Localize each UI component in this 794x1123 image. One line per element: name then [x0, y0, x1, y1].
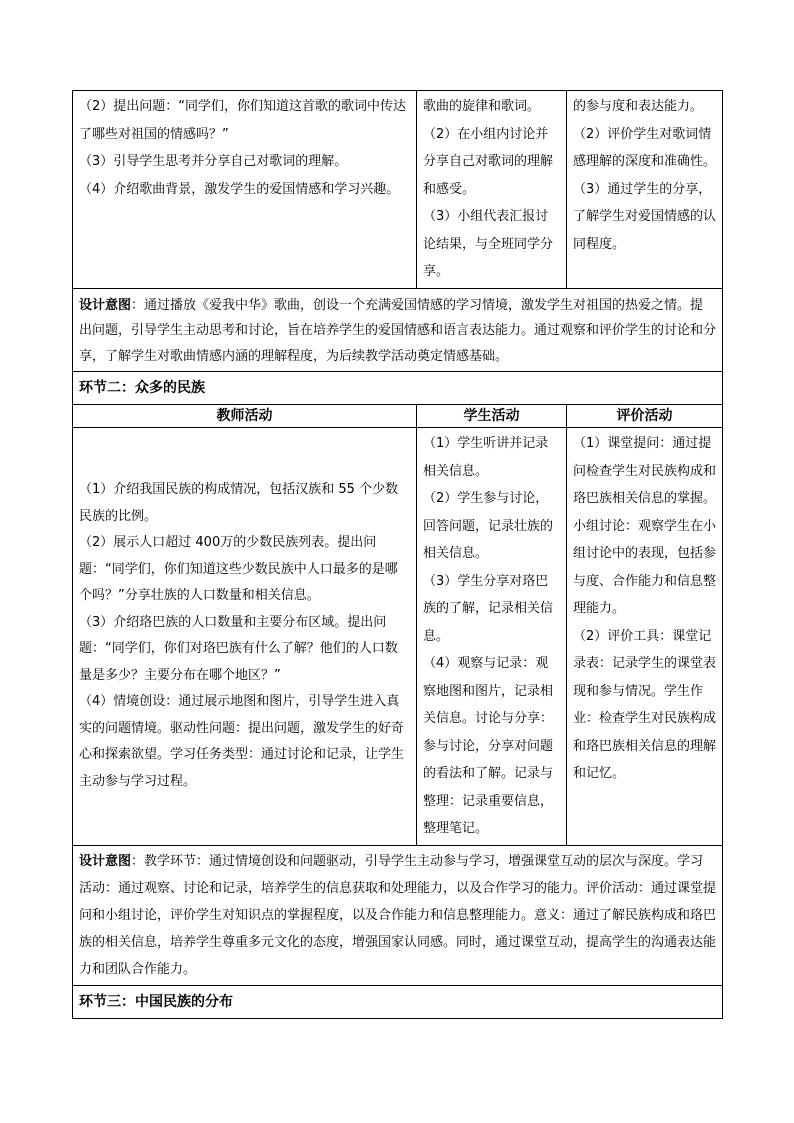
student-activity-cell [417, 428, 567, 846]
activity-row-1 [73, 91, 723, 289]
design-intent-text: ：教学环节：通过情境创设和问题驱动，引导学生主动参与学习，增强课堂互动的层次与深度。学习活动：通过观察、讨论和记录，培养学生的信息获取和处理能力，以及合作学习的能力。评价活动：通过课堂提问和小组讨论，评价学生对知识点的掌握程度，以及合作能力和信息整理能力。意义：通过了解民族构成和珞巴族的相关信息，培养学生尊重多元文化的态度，增强国家认同感。同时，通过课堂互动，提高学生的沟通表达能力和团队合作能力。 [79, 853, 717, 977]
design-intent-text: ：通过播放《爱我中华》歌曲，创设一个充满爱国情感的学习情境，激发学生对祖国的热爱之情。提出问题，引导学生主动思考和讨论，旨在培养学生的爱国情感和语言表达能力。通过观察和评价学生的讨论和分享，了解学生对歌曲情感内涵的理解程度，为后续教学活动奠定情感基础。 [79, 297, 717, 364]
teacher-item: （4）介绍歌曲背景，激发学生的爱国情感和学习兴趣。 [79, 181, 400, 197]
teacher-item: （4）情境创设：通过展示地图和图片，引导学生进入真实的问题情境。驱动性问题：提出问题，激发学生的好奇心和探索欲望。学习任务类型：通过讨论和记录，让学生主动参与学习过程。 [79, 694, 405, 789]
header-teacher: 教师活动 [73, 405, 417, 428]
section-title: 环节二：众多的民族 [73, 372, 723, 405]
teacher-item: （1）介绍我国民族的构成情况，包括汉族和 55 个少数民族的比例。 [79, 482, 399, 524]
teacher-item: （3）介绍珞巴族的人口数量和主要分布区域。提出问题：“同学们，你们对珞巴族有什么了解？他们的人口数量是多少？主要分布在哪个地区？” [79, 614, 398, 683]
teacher-item: （2）展示人口超过 400万的少数民族列表。提出问题：“同学们，你们知道这些少数民族中人口最多的是哪个吗？”分享壮族的人口数量和相关信息。 [79, 535, 398, 604]
header-evaluation: 评价活动 [567, 405, 723, 428]
evaluation-activity-cell [567, 91, 723, 289]
section-title-row [73, 372, 723, 405]
student-activity-cell [417, 91, 567, 289]
teacher-item: （3）引导学生思考并分享自己对歌词的理解。 [79, 154, 348, 169]
eval-item: （3）通过学生的分享，了解学生对爱国情感的认同程度。 [573, 181, 717, 252]
student-item: （3）学生分享对珞巴族的了解，记录相关信息。 [423, 573, 554, 644]
lesson-plan-table [72, 90, 723, 1019]
section-title-row [73, 985, 723, 1018]
design-intent-cell [73, 288, 723, 372]
student-item: （3）小组代表汇报讨论结果，与全班同学分享。 [423, 209, 554, 279]
eval-item: （2）评价工具：课堂记录表：记录学生的课堂表现和参与情况。学生作业：检查学生对民族构成和珞巴族相关信息的理解和记忆。 [573, 628, 717, 781]
eval-item: （1）课堂提问：通过提问检查学生对民族构成和珞巴族相关信息的掌握。小组讨论：观察学生在小组讨论中的表现，包括参与度、合作能力和信息整理能力。 [573, 436, 717, 616]
design-intent-label: 设计意图 [79, 853, 132, 869]
eval-item: 的参与度和表达能力。 [573, 99, 704, 114]
design-intent-cell [73, 845, 723, 985]
student-item: 歌曲的旋律和歌词。 [423, 99, 541, 114]
student-item: （2）在小组内讨论并分享自己对歌词的理解和感受。 [423, 126, 554, 197]
teacher-activity-cell [73, 91, 417, 289]
teacher-item: （2）提出问题：“同学们，你们知道这首歌的歌词中传达了哪些对祖国的情感吗？” [79, 99, 407, 142]
column-header-row [73, 405, 723, 428]
design-intent-label: 设计意图 [79, 297, 132, 313]
teacher-activity-cell [73, 428, 417, 846]
design-intent-row-1 [73, 288, 723, 372]
design-intent-row-2 [73, 845, 723, 985]
header-student: 学生活动 [417, 405, 567, 428]
student-item: （4）观察与记录：观察地图和图片，记录相关信息。讨论与分享：参与讨论，分享对问题的看法和了解。记录与整理：记录重要信息，整理笔记。 [423, 656, 554, 836]
eval-item: （2）评价学生对歌词情感理解的深度和准确性。 [573, 126, 717, 169]
student-item: （1）学生听讲并记录相关信息。 [423, 436, 549, 479]
section-title: 环节三：中国民族的分布 [73, 985, 723, 1018]
student-item: （2）学生参与讨论，回答问题，记录壮族的相关信息。 [423, 491, 554, 561]
activity-row-2 [73, 428, 723, 846]
evaluation-activity-cell [567, 428, 723, 846]
